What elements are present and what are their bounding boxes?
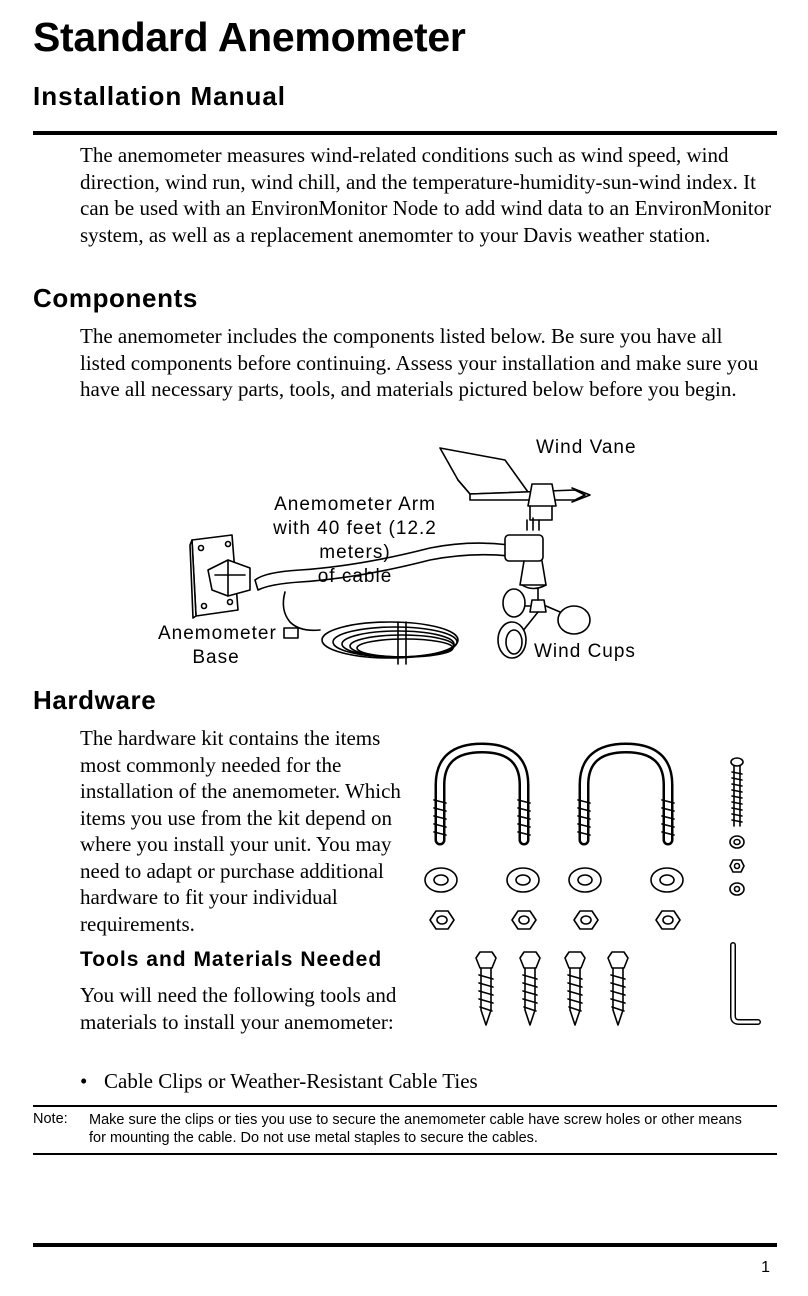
intro-paragraph: The anemometer measures wind-related conditions such as wind speed, wind direction, wind run, wind chill, and the temperature-humidity-sun-wind index. It can be used with an EnvironMonitor Node to add wind data to an EnvironMonitor system, as well as a replacement anemomter to your Davis weather station. [80, 143, 772, 247]
footer-rule [33, 1243, 777, 1247]
arm-label-line-3: of cable [317, 566, 393, 587]
hardware-paragraph: The hardware kit contains the items most commonly needed for the installation of the anemometer. Which items you use from the kit depend on where you install your unit. You may need to adapt or purchase additional hardware to fit your individual requirements. [80, 726, 401, 936]
anemometer-base-label [158, 622, 277, 670]
base-label-line-1: Anemometer [158, 623, 277, 644]
arm-label-line-2: with 40 feet (12.2 meters) [273, 518, 437, 563]
tools-bullet-item [80, 1068, 478, 1095]
note-text: Make sure the clips or ties you use to secure the anemometer cable have screw holes or other means for mounting the cable. Do not use metal staples to secure the cables. [89, 1112, 742, 1146]
components-heading: Components [33, 283, 198, 313]
cable-coil-illustration [283, 592, 458, 664]
bullet-text: Cable Clips or Weather-Resistant Cable Ties [104, 1069, 478, 1093]
wind-cups-label: Wind Cups [534, 641, 636, 662]
document-title: Standard Anemometer [33, 14, 466, 60]
document-subtitle: Installation Manual [33, 81, 287, 111]
base-label-line-2: Base [192, 647, 240, 668]
note-label: Note: [33, 1111, 68, 1127]
tools-paragraph: You will need the following tools and materials to install your anemometer: [80, 983, 397, 1034]
hardware-kit-illustration [425, 748, 758, 1025]
note-bottom-rule [33, 1153, 777, 1155]
note-top-rule [33, 1105, 777, 1107]
components-paragraph: The anemometer includes the components listed below. Be sure you have all listed components before continuing. Assess your installation and make sure you have all necessary parts, tools, and materials pictured below before you begin. [80, 324, 759, 401]
wind-vane-label: Wind Vane [536, 437, 637, 458]
anemometer-arm-label [250, 493, 460, 589]
arm-label-line-1: Anemometer Arm [274, 494, 436, 515]
hardware-heading: Hardware [33, 685, 157, 715]
bullet-glyph: • [80, 1069, 88, 1093]
tools-heading: Tools and Materials Needed [80, 948, 383, 971]
page-number: 1 [761, 1259, 770, 1276]
anemometer-base-illustration [190, 535, 250, 618]
